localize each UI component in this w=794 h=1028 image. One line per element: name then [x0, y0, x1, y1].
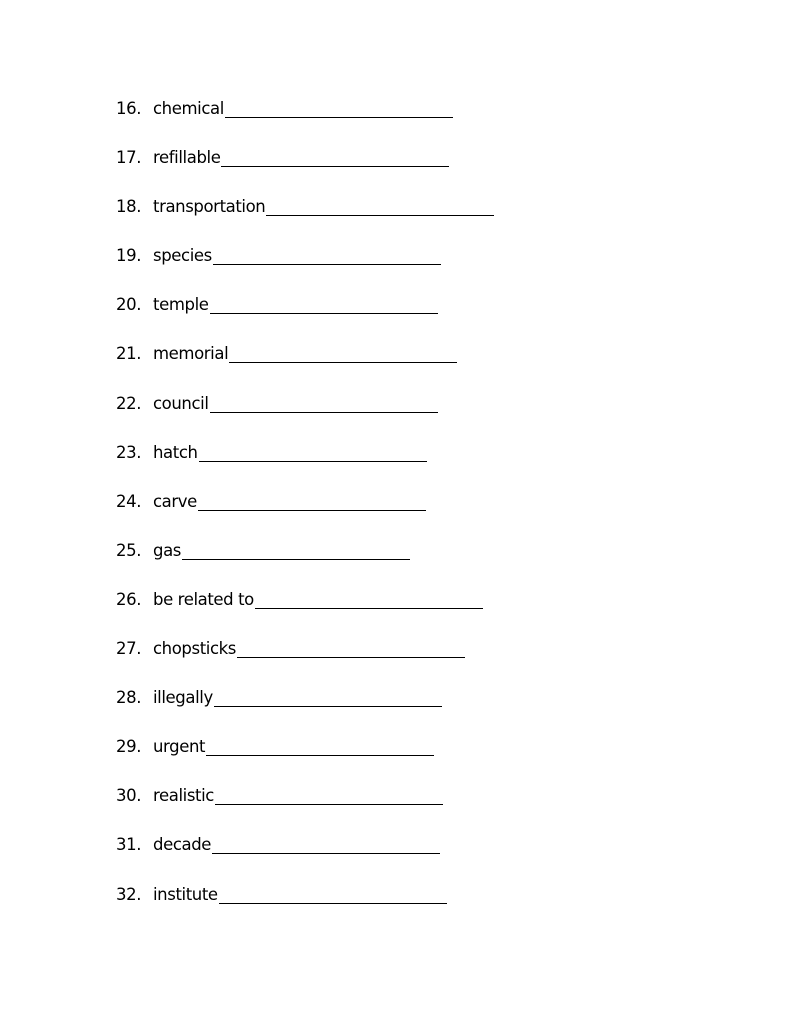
list-item: [116, 832, 716, 881]
item-word: transportation: [153, 197, 266, 217]
item-word: chopsticks: [153, 639, 236, 659]
item-number: 28.: [116, 688, 142, 708]
list-item: [116, 96, 716, 145]
list-item: [116, 194, 716, 243]
answer-blank[interactable]: [214, 685, 442, 707]
item-word: gas: [153, 540, 181, 560]
answer-blank[interactable]: [213, 243, 441, 265]
list-item: [116, 783, 716, 832]
answer-blank[interactable]: [212, 832, 440, 854]
list-item: [116, 440, 716, 489]
answer-blank[interactable]: [229, 341, 457, 363]
item-number: 18.: [116, 197, 142, 217]
answer-blank[interactable]: [219, 882, 447, 904]
item-word: decade: [153, 835, 212, 855]
vocabulary-list: [116, 96, 716, 931]
item-number: 24.: [116, 491, 142, 511]
answer-blank[interactable]: [206, 734, 434, 756]
item-number: 16.: [116, 99, 142, 118]
list-item: [116, 587, 716, 636]
item-word: institute: [153, 884, 218, 904]
item-word: council: [153, 393, 209, 413]
list-item: [116, 341, 716, 390]
answer-blank[interactable]: [210, 292, 438, 314]
item-number: 22.: [116, 393, 142, 413]
item-number: 31.: [116, 835, 142, 855]
item-number: 19.: [116, 246, 142, 266]
answer-blank[interactable]: [266, 194, 494, 216]
item-number: 27.: [116, 639, 142, 659]
list-item: [116, 391, 716, 440]
item-number: 29.: [116, 737, 142, 757]
answer-blank[interactable]: [237, 636, 465, 658]
answer-blank[interactable]: [225, 96, 453, 118]
answer-blank[interactable]: [182, 538, 410, 560]
answer-blank[interactable]: [210, 391, 438, 413]
list-item: [116, 292, 716, 341]
item-word: realistic: [153, 786, 214, 806]
list-item: [116, 636, 716, 685]
item-word: refillable: [153, 148, 221, 168]
item-number: 25.: [116, 540, 142, 560]
item-word: chemical: [153, 99, 224, 118]
item-word: illegally: [153, 688, 213, 708]
answer-blank[interactable]: [198, 489, 426, 511]
answer-blank[interactable]: [215, 783, 443, 805]
list-item: [116, 489, 716, 538]
list-item: [116, 145, 716, 194]
item-word: be related to: [153, 589, 254, 609]
item-word: memorial: [153, 344, 229, 364]
item-word: temple: [153, 295, 209, 315]
item-number: 21.: [116, 344, 142, 364]
item-number: 23.: [116, 442, 142, 462]
answer-blank[interactable]: [199, 440, 427, 462]
item-word: carve: [153, 491, 197, 511]
item-number: 20.: [116, 295, 142, 315]
list-item: [116, 685, 716, 734]
list-item: [116, 243, 716, 292]
item-word: species: [153, 246, 212, 266]
list-item: [116, 734, 716, 783]
answer-blank[interactable]: [255, 587, 483, 609]
item-number: 30.: [116, 786, 142, 806]
item-number: 17.: [116, 148, 142, 168]
list-item: [116, 882, 716, 931]
item-number: 32.: [116, 884, 142, 904]
item-number: 26.: [116, 589, 142, 609]
list-item: [116, 538, 716, 587]
answer-blank[interactable]: [221, 145, 449, 167]
item-word: urgent: [153, 737, 206, 757]
item-word: hatch: [153, 442, 198, 462]
